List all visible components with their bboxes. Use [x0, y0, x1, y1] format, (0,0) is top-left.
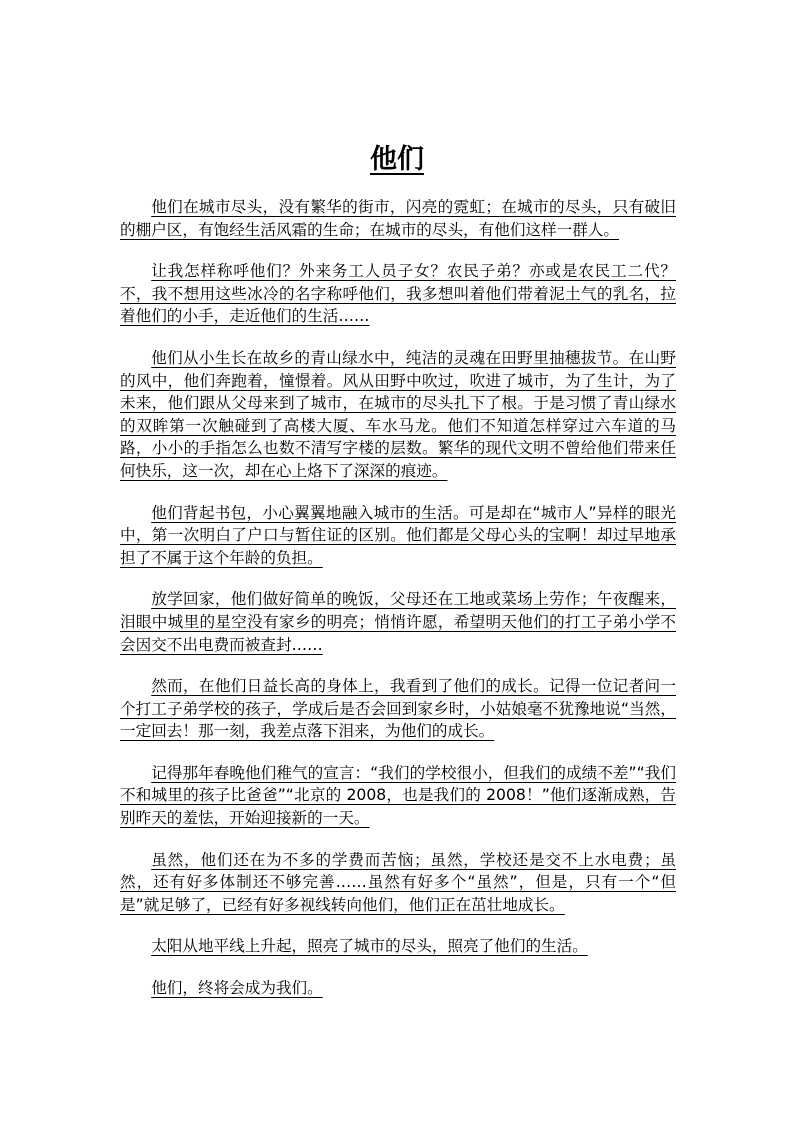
paragraph-4: [120, 502, 676, 570]
paragraph-4-text: 他们背起书包，小心翼翼地融入城市的生活。可是却在“城市人”异样的眼光中，第一次明白了户口与暂住证的区别。他们都是父母心头的宝啊！却过早地承担了不属于这个年龄的负担。: [120, 503, 676, 567]
paragraph-1-text: 他们在城市尽头，没有繁华的街市，闪亮的霓虹；在城市的尽头，只有破旧的棚户区，有饱经生活风霜的生命；在城市的尽头，有他们这样一群人。: [120, 198, 676, 239]
paragraph-7: [120, 762, 676, 830]
document-title: [0, 140, 794, 180]
paragraph-8-text: 虽然，他们还在为不多的学费而苦恼；虽然，学校还是交不上水电费；虽然，还有好多体制还不够完善……虽然有好多个“虽然”，但是，只有一个“但是”就足够了，已经有好多视线转向他们，他们正在茁壮地成长。: [120, 850, 676, 914]
paragraph-5-text: 放学回家，他们做好简单的晚饭，父母还在工地或菜场上劳作；午夜醒来，泪眼中城里的星空没有家乡的明亮；悄悄许愿，希望明天他们的打工子弟小学不会因交不出电费而被查封……: [120, 590, 676, 654]
document-title-text: 他们: [370, 144, 424, 175]
paragraph-6: [120, 675, 676, 743]
paragraph-6-text: 然而，在他们日益长高的身体上，我看到了他们的成长。记得一位记者问一个打工子弟学校的孩子，学成后是否会回到家乡时，小姑娘毫不犹豫地说“当然，一定回去！那一刻，我差点落下泪来，为他们的成长。: [120, 677, 676, 741]
paragraph-10-text: 他们，终将会成为我们。: [151, 979, 323, 998]
document-body: [120, 196, 676, 1019]
paragraph-2: [120, 260, 676, 328]
paragraph-9: [120, 935, 676, 958]
paragraph-8: [120, 849, 676, 917]
paragraph-3: [120, 347, 676, 483]
paragraph-5: [120, 588, 676, 656]
paragraph-10: [120, 977, 676, 1000]
paragraph-9-text: 太阳从地平线上升起，照亮了城市的尽头，照亮了他们的生活。: [151, 937, 588, 956]
paragraph-3-text: 他们从小生长在故乡的青山绿水中，纯洁的灵魂在田野里抽穗拔节。在山野的风中，他们奔跑着，憧憬着。风从田野中吹过，吹进了城市，为了生计，为了未来，他们跟从父母来到了城市，在城市的尽头扎下了根。于是习惯了青山绿水的双眸第一次触碰到了高楼大厦、车水马龙。他们不知道怎样穿过六车道的马路，小小的手指怎么也数不清写字楼的层数。繁华的现代文明不曾给他们带来任何快乐，这一次，却在心上烙下了深深的痕迹。: [120, 348, 676, 480]
paragraph-7-text: 记得那年春晚他们稚气的宣言：“我们的学校很小，但我们的成绩不差”“我们不和城里的孩子比爸爸”“北京的 2008，也是我们的 2008！”他们逐渐成熟，告别昨天的羞怯，开始迎接新的一天。: [120, 763, 676, 828]
paragraph-2-text: 让我怎样称呼他们？外来务工人员子女？农民子弟？亦或是农民工二代？不，我不想用这些冰冷的名字称呼他们，我多想叫着他们带着泥土气的乳名，拉着他们的小手，走近他们的生活……: [120, 262, 676, 326]
paragraph-1: [120, 196, 676, 241]
